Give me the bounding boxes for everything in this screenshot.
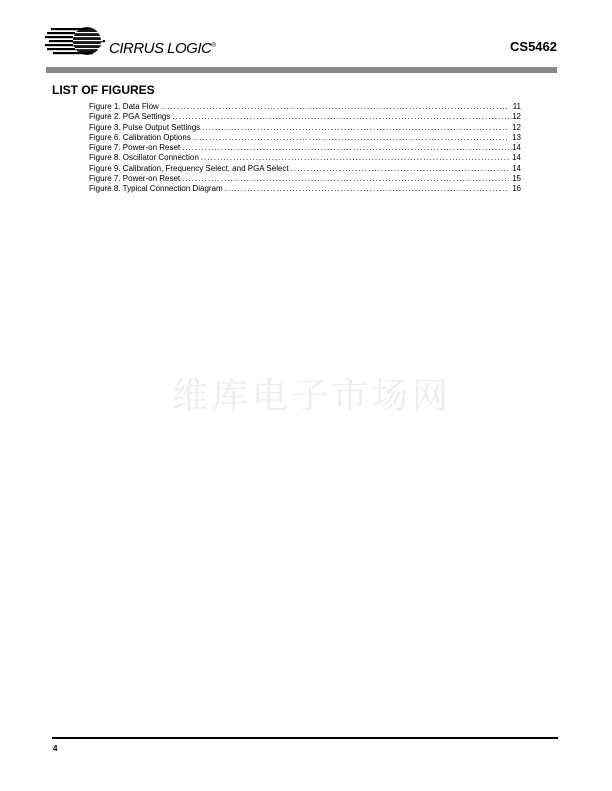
toc-entry-page: 12: [512, 122, 521, 132]
dot-leader: [193, 133, 509, 143]
toc-entry-page: 14: [512, 143, 521, 153]
brand-name: CIRRUS LOGIC®: [109, 40, 216, 57]
section-title: LIST OF FIGURES: [52, 83, 155, 97]
toc-entry-page: 16: [512, 184, 521, 194]
toc-entry-label: Figure 7. Power-on Reset: [89, 143, 181, 153]
dot-leader: [291, 164, 509, 174]
toc-entry-label: Figure 6. Calibration Options: [89, 132, 191, 142]
page-number: 4: [53, 744, 58, 753]
footer-rule: [52, 737, 558, 739]
toc-entry-label: Figure 3. Pulse Output Settings: [89, 122, 201, 132]
page-header: [45, 22, 565, 70]
cirrus-logic-logo: [45, 22, 245, 62]
toc-entry-label: Figure 9. Calibration, Frequency Select, and PGA Select: [89, 163, 289, 173]
dot-leader: [225, 184, 509, 194]
figures-list: [89, 102, 521, 195]
toc-entry[interactable]: [89, 123, 521, 133]
toc-entry[interactable]: [89, 174, 521, 184]
watermark-text: 维库电子市场网: [172, 376, 453, 417]
toc-entry-page: 14: [512, 163, 521, 173]
dot-leader: [172, 112, 509, 122]
toc-entry[interactable]: [89, 133, 521, 143]
toc-entry-page: 15: [512, 174, 521, 184]
dot-leader: [201, 153, 509, 163]
toc-entry-label: Figure 8. Typical Connection Diagram: [89, 184, 223, 194]
part-number: CS5462: [510, 39, 557, 54]
header-rule: [46, 67, 557, 73]
toc-entry-label: Figure 2. PGA Settings: [89, 112, 171, 122]
toc-entry-page: 12: [512, 112, 521, 122]
toc-entry[interactable]: [89, 112, 521, 122]
toc-entry[interactable]: [89, 102, 521, 112]
toc-entry[interactable]: [89, 153, 521, 163]
toc-entry-page: 14: [512, 153, 521, 163]
dot-leader: [161, 102, 509, 112]
toc-entry[interactable]: [89, 143, 521, 153]
toc-entry-page: 13: [512, 132, 521, 142]
toc-entry-label: Figure 1. Data Flow: [89, 102, 159, 111]
toc-entry[interactable]: [89, 184, 521, 194]
toc-entry-label: Figure 7. Power-on Reset: [89, 174, 181, 184]
dot-leader: [182, 174, 509, 184]
dot-leader: [182, 143, 509, 153]
dot-leader: [202, 123, 509, 133]
toc-entry-label: Figure 8. Oscillator Connection: [89, 153, 199, 163]
toc-entry[interactable]: [89, 164, 521, 174]
toc-entry-page: 11: [512, 102, 521, 111]
cirrus-logo-icon: [45, 22, 115, 62]
